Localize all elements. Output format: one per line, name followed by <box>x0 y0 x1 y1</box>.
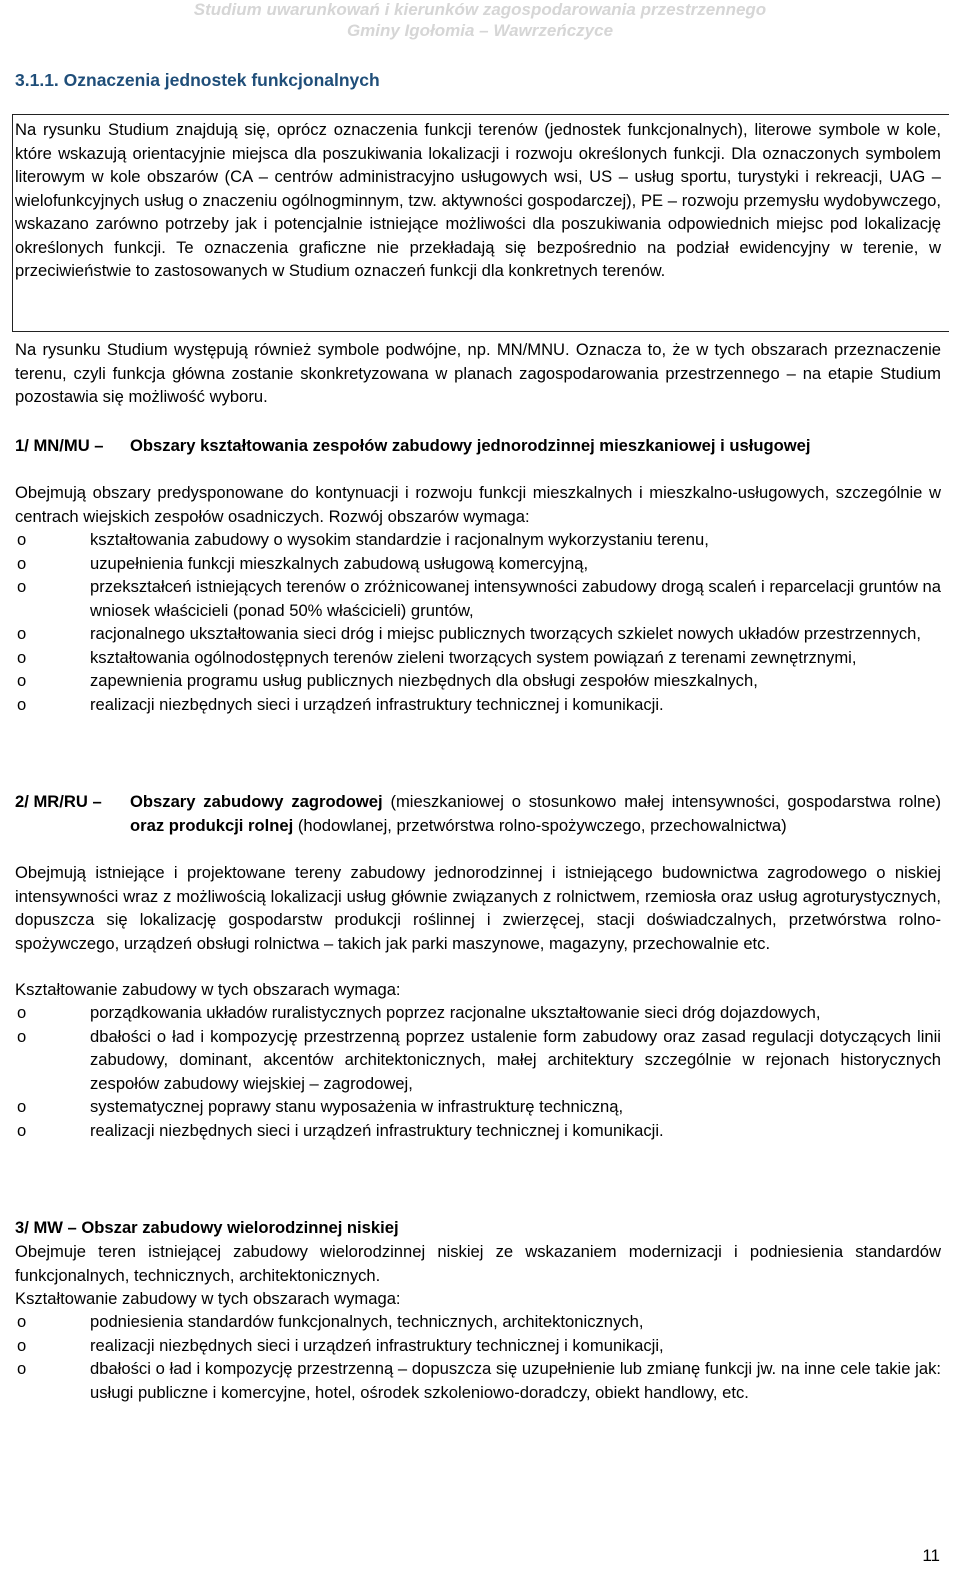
bullet-marker: o <box>17 530 27 549</box>
page-number: 11 <box>922 1546 940 1565</box>
bullet-marker: o <box>17 671 27 690</box>
section-2-number: 2/ MR/RU – <box>15 792 102 811</box>
bullet-marker: o <box>17 577 27 596</box>
section-3-description: Obejmuje teren istniejącej zabudowy wielorodzinnej niskiej ze wskazaniem modernizacji i podniesienia standardów funkcjonalnych, technicznych, architektonicznych. <box>15 1242 941 1285</box>
list-item: o dbałości o ład i kompozycję przestrzenną poprzez ustalenie form zabudowy oraz zasad regulacji dotyczących linii zabudowy, dominant, akcentów architektonicznych, małej architektury szczególnie w rejonach historycznych zespołów zabudowy wiejskiej – zagrodowej, <box>17 1026 941 1093</box>
section-2-title: Obszary zabudowy zagrodowej (mieszkaniowej o stosunkowo małej intensywności, gospodarstwa rolne) oraz produkcji rolnej (hodowlanej, przetwórstwa rolno-spożywczego, przechowalnictwa) <box>130 792 941 835</box>
list-item: o realizacji niezbędnych sieci i urządzeń infrastruktury technicznej i komunikacji. <box>15 1119 941 1143</box>
list-item: o dbałości o ład i kompozycję przestrzenną – dopuszcza się uzupełnienie lub zmianę funkcji jw. na inne cele takie jak: usługi publiczne i komercyjne, hotel, ośrodek szkoleniowo-doradczy, obiekt handlowy, etc. <box>17 1359 941 1402</box>
list-item: o porządkowania układów ruralistycznych poprzez racjonalne ukształtowanie sieci dróg dojazdowych, <box>15 1001 941 1025</box>
list-item: o racjonalnego ukształtowania sieci dróg i miejsc publicznych tworzących szkielet nowych układów przestrzennych, <box>15 622 941 646</box>
bullet-marker: o <box>17 694 27 714</box>
section-title: 3.1.1. Oznaczenia jednostek funkcjonalnych <box>15 70 380 90</box>
intro-paragraph-1: Na rysunku Studium znajdują się, oprócz oznaczenia funkcji terenów (jednostek funkcjonalnych), literowe symbole w kole, które wskazują orientacyjnie miejsca dla poszukiwania lokalizacji i rozwoju określonych funkcji. Dla oznaczonych symbolem literowym w kole obszarów (CA – centrów administracyjno usługowych wsi, US – usług sportu, turystyki i rekreacji, UAG – wielofunkcyjnych usług o znaczeniu ogólnogminnym, tzw. aktywności gospodarczej), PE – rozwoju przemysłu wydobywczego, wskazano zarówno potrzeby jak i potencjalnie istniejące możliwości dla poszukiwania odpowiednich miejsc pod lokalizację określonych funkcji. Te oznaczenia graficzne nie przekładają się bezpośrednio na podział ewidencyjny w terenie, w przeciwieństwie to zastosowanych w Studium oznaczeń funkcji dla konkretnych terenów. <box>15 120 941 280</box>
section-1-number: 1/ MN/MU – <box>15 436 104 455</box>
list-item: o realizacji niezbędnych sieci i urządzeń infrastruktury technicznej i komunikacji, <box>15 1334 941 1358</box>
section-1-title: Obszary kształtowania zespołów zabudowy jednorodzinnej mieszkaniowej i usługowej <box>130 436 811 455</box>
header-line-1: Studium uwarunkowań i kierunków zagospodarowania przestrzennego <box>193 0 767 19</box>
section-3-list-intro: Kształtowanie zabudowy w tych obszarach wymaga: <box>15 1289 401 1308</box>
bullet-marker: o <box>17 1120 27 1140</box>
list-item: o przekształceń istniejących terenów o zróżnicowanej intensywności zabudowy drogą scaleń i reparcelacji gruntów na wniosek właścicieli (ponad 50% właścicieli) gruntów, <box>17 577 941 620</box>
list-item: o systematycznej poprawy stanu wyposażenia w infrastrukturę techniczną, <box>15 1095 941 1119</box>
section-2-list-intro: Kształtowanie zabudowy w tych obszarach wymaga: <box>15 980 401 999</box>
section-2-description: Obejmują istniejące i projektowane tereny zabudowy jednorodzinnej i istniejącego budownictwa zagrodowego o niskiej intensywności wraz z możliwością lokalizacji usług głównie związanych z rolnictwem, rzemiosła oraz usług agroturystycznych, dopuszcza się lokalizację gospodarstw produkcji roślinnej i zwierzęcej, stacji doświadczalnych, przetwórstwa rolno-spożywczego, urządzeń obsługi rolnictwa – takich jak parki maszynowe, magazyny, przechowalnie etc. <box>15 863 941 953</box>
bullet-marker: o <box>17 1003 27 1022</box>
bullet-marker: o <box>17 624 27 643</box>
list-item: o podniesienia standardów funkcjonalnych, technicznych, architektonicznych, <box>15 1310 941 1334</box>
section-3-title: 3/ MW – Obszar zabudowy wielorodzinnej niskiej <box>15 1218 399 1237</box>
list-item: o kształtowania ogólnodostępnych terenów zieleni tworzących system powiązań z terenami zewnętrznymi, <box>15 646 941 670</box>
bullet-marker: o <box>17 553 27 573</box>
bullet-marker: o <box>17 1359 27 1378</box>
list-item: o zapewnienia programu usług publicznych niezbędnych dla obsługi zespołów mieszkalnych, <box>15 669 941 693</box>
bullet-marker: o <box>17 1097 27 1116</box>
section-1-description: Obejmują obszary predysponowane do kontynuacji i rozwoju funkcji mieszkalnych i mieszkalno-usługowych, szczególnie w centrach wiejskich zespołów osadniczych. Rozwój obszarów wymaga: <box>15 483 941 526</box>
bullet-marker: o <box>17 1026 27 1046</box>
header-line-2: Gminy Igołomia – Wawrzeńczyce <box>346 21 614 40</box>
section-2-list <box>15 1001 941 1142</box>
list-item: o realizacji niezbędnych sieci i urządzeń infrastruktury technicznej i komunikacji. <box>15 693 941 717</box>
bullet-marker: o <box>17 647 27 667</box>
section-1-list <box>15 528 941 716</box>
section-3-list <box>15 1310 941 1404</box>
list-item: o uzupełnienia funkcji mieszkalnych zabudową usługową komercyjną, <box>15 552 941 576</box>
bullet-marker: o <box>17 1312 27 1331</box>
intro-paragraph-2: Na rysunku Studium występują również symbole podwójne, np. MN/MNU. Oznacza to, że w tych obszarach przeznaczenie terenu, czyli funkcja główna zostanie skonkretyzowana w planach zagospodarowania przestrzennego – na etapie Studium pozostawia się możliwość wyboru. <box>15 340 941 406</box>
list-item: o kształtowania zabudowy o wysokim standardzie i racjonalnym wykorzystaniu terenu, <box>15 528 941 552</box>
document-header <box>0 0 960 41</box>
bullet-marker: o <box>17 1335 27 1355</box>
